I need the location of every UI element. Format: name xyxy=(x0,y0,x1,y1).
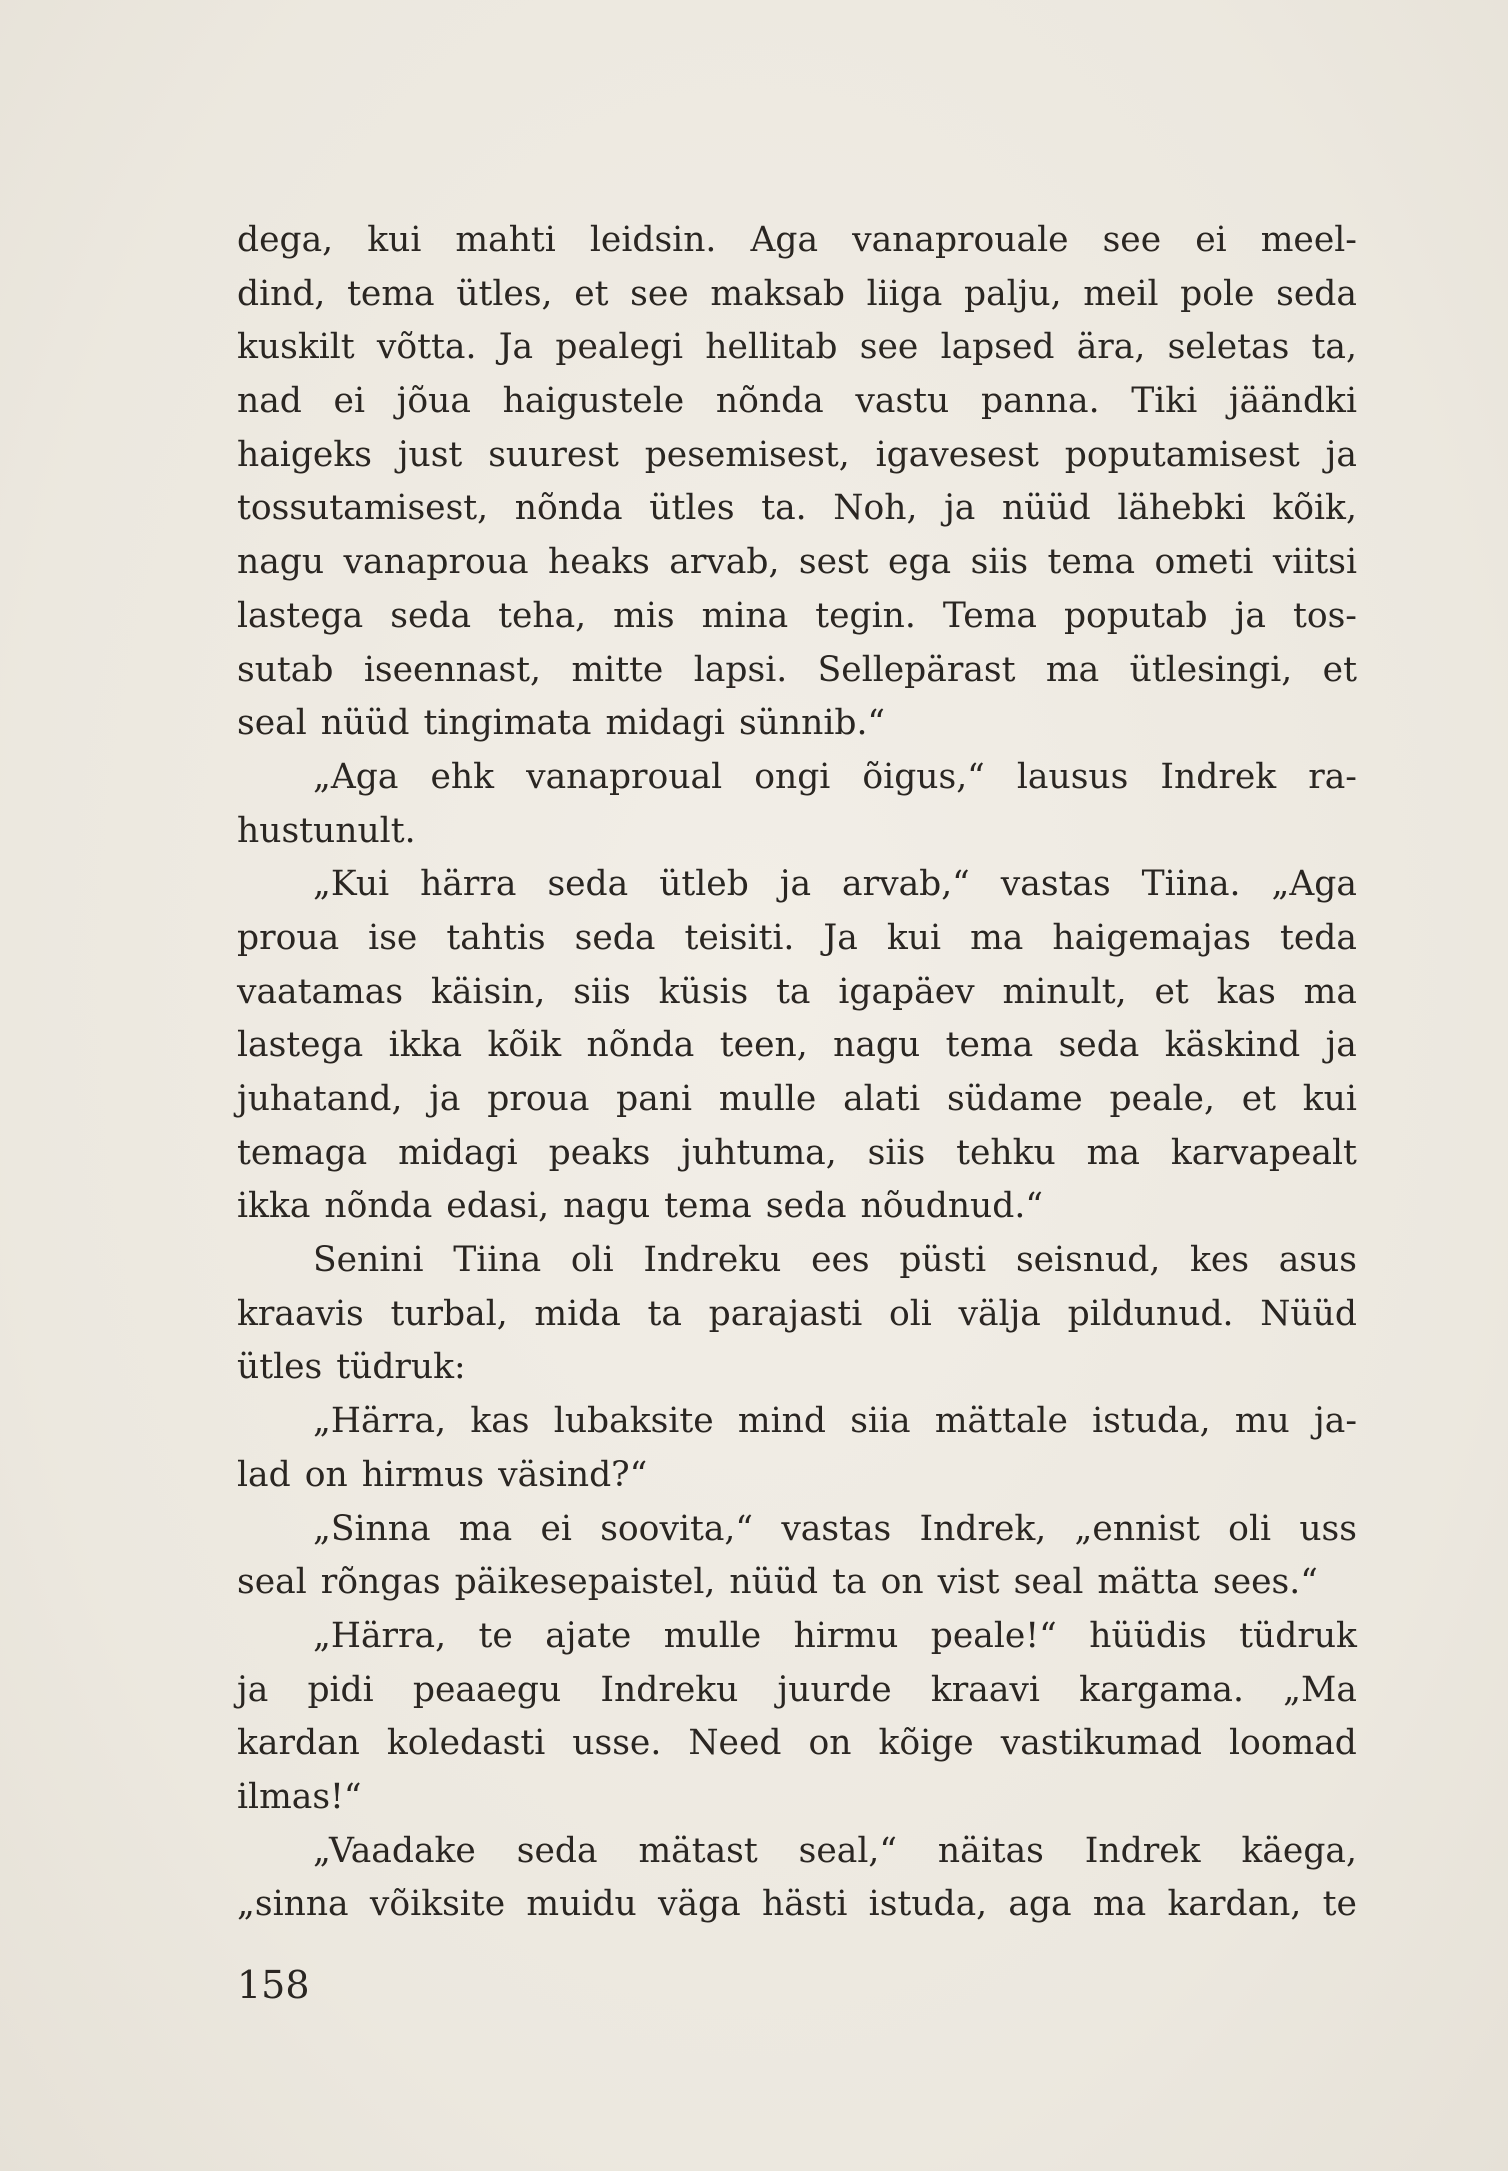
text-line: „Härra, te ajate mulle hirmu peale!“ hüüdis tüdruk xyxy=(313,1615,1357,1656)
text-line: proua ise tahtis seda teisiti. Ja kui ma haigemajas teda xyxy=(237,917,1357,958)
text-line: „Vaadake seda mätast seal,“ näitas Indrek käega, xyxy=(313,1830,1357,1871)
text-line: nagu vanaproua heaks arvab, sest ega siis tema ometi viitsi xyxy=(237,542,1357,583)
text-line: lad on hirmus väsind?“ xyxy=(237,1454,648,1495)
text-line: „Kui härra seda ütleb ja arvab,“ vastas Tiina. „Aga xyxy=(313,864,1357,905)
text-line: „sinna võiksite muidu väga hästi istuda, aga ma kardan, te xyxy=(237,1884,1357,1925)
text-line: dind, tema ütles, et see maksab liiga palju, meil pole seda xyxy=(237,273,1357,314)
text-line: kardan koledasti usse. Need on kõige vastikumad loomad xyxy=(237,1723,1357,1764)
text-line: ilmas!“ xyxy=(237,1776,362,1817)
text-line: seal rõngas päikesepaistel, nüüd ta on vist seal mätta sees.“ xyxy=(237,1562,1318,1603)
text-line: ütles tüdruk: xyxy=(237,1347,466,1388)
text-line: ja pidi peaaegu Indreku juurde kraavi kargama. „Ma xyxy=(237,1669,1357,1710)
text-line: dega, kui mahti leidsin. Aga vanaprouale see ei meel- xyxy=(237,220,1357,260)
text-line: tossutamisest, nõnda ütles ta. Noh, ja nüüd lähebki kõik, xyxy=(237,488,1357,529)
text-line: kraavis turbal, mida ta parajasti oli välja pildunud. Nüüd xyxy=(237,1293,1357,1334)
text-line: nad ei jõua haigustele nõnda vastu panna. Tiki jäändki xyxy=(237,381,1357,422)
text-line: „Sinna ma ei soovita,“ vastas Indrek, „ennist oli uss xyxy=(313,1508,1357,1549)
text-line: temaga midagi peaks juhtuma, siis tehku ma karvapealt xyxy=(237,1132,1357,1173)
text-line: lastega seda teha, mis mina tegin. Tema poputab ja tos- xyxy=(237,595,1357,636)
text-line: Senini Tiina oli Indreku ees püsti seisnud, kes asus xyxy=(313,1240,1357,1281)
text-line: haigeks just suurest pesemisest, igavesest poputamisest ja xyxy=(237,434,1357,475)
text-line: sutab iseennast, mitte lapsi. Sellepärast ma ütlesingi, et xyxy=(237,649,1357,690)
page-number: 158 xyxy=(237,1963,310,2007)
text-line: vaatamas käisin, siis küsis ta igapäev minult, et kas ma xyxy=(237,971,1357,1012)
text-line: ikka nõnda edasi, nagu tema seda nõudnud.“ xyxy=(237,1186,1043,1227)
text-line: „Aga ehk vanaproual ongi õigus,“ lausus Indrek ra- xyxy=(313,756,1357,797)
text-line: juhatand, ja proua pani mulle alati südame peale, et kui xyxy=(237,1079,1357,1119)
text-line: seal nüüd tingimata midagi sünnib.“ xyxy=(237,703,886,744)
text-line: „Härra, kas lubaksite mind siia mättale istuda, mu ja- xyxy=(313,1401,1357,1442)
body-text xyxy=(237,214,1357,1932)
text-line: kuskilt võtta. Ja pealegi hellitab see lapsed ära, seletas ta, xyxy=(237,327,1357,368)
text-line: lastega ikka kõik nõnda teen, nagu tema seda käskind ja xyxy=(237,1025,1357,1066)
text-line: hustunult. xyxy=(237,810,416,851)
